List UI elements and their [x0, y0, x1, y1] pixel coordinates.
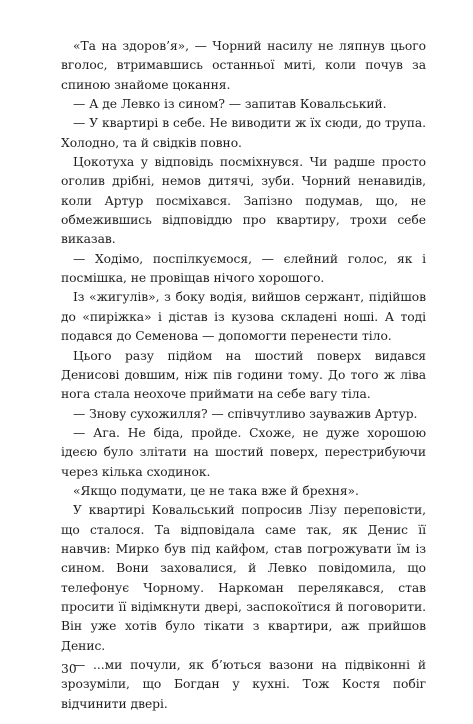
paragraph: — Ага. Не біда, пройде. Схоже, не дуже хорошою ідеєю було злітати на шостий поверх, перестрибуючи через кілька сходинок.: [61, 425, 426, 479]
paragraph: — Знову сухожилля? — співчутливо зауважив Артур.: [73, 406, 418, 421]
body-text: [61, 37, 426, 714]
paragraph: — ...ми почули, як б’ються вазони на підвіконні й зрозуміли, що Богдан у кухні. Тож Костя побіг відчинити двері.: [61, 658, 426, 711]
paragraph: «Та на здоров’я», — Чорний насилу не ляпнув цього вголос, втримавшись останньої миті, коли почув за спиною знайоме цокання.: [61, 39, 426, 92]
paragraph: — У квартирі в себе. Не виводити ж їх сюди, до трупа. Холодно, та й свідків повно.: [61, 116, 426, 150]
page-number: 30: [61, 662, 77, 676]
paragraph: Цього разу підйом на шостий поверх видався Денисові довшим, ніж пів години тому. До того ж ліва нога стала неохоче приймати на себе вагу тіла.: [61, 348, 426, 402]
paragraph: «Якщо подумати, це не така вже й брехня».: [73, 483, 359, 498]
paragraph: — Ходімо, поспілкуємося, — єлейний голос, як і посмішка, не провіщав нічого хорошого.: [61, 251, 426, 286]
paragraph: У квартирі Ковальський попросив Лізу переповісти, що сталося. Та відповідала саме так, як Денис її навчив: Мирко був під кайфом, став погрожувати їм із сином. Вони заховалися, й Левко повідомила, що телефонує Чорному. Наркоман перелякався, став просити її відімкнути двері, заспокоїтися й поговорити. Він уже хотів було тікати з квартири, аж прийшов Денис.: [61, 503, 426, 653]
paragraph: Із «жигулів», з боку водія, вийшов сержант, підійшов до «пиріжка» і дістав із кузова складені ноші. А тоді подався до Семенова — допомогти перенести тіло.: [61, 290, 426, 344]
paragraph: — А де Левко із сином? — запитав Ковальський.: [73, 97, 387, 112]
paragraph: Цокотуха у відповідь посміхнувся. Чи радше просто оголив дрібні, немов дитячі, зуби. Чорний ненавидів, коли Артур посміхався. Запізно подумав, що, не обмежившись відповіддю про квартиру, трохи себе виказав.: [61, 155, 426, 247]
